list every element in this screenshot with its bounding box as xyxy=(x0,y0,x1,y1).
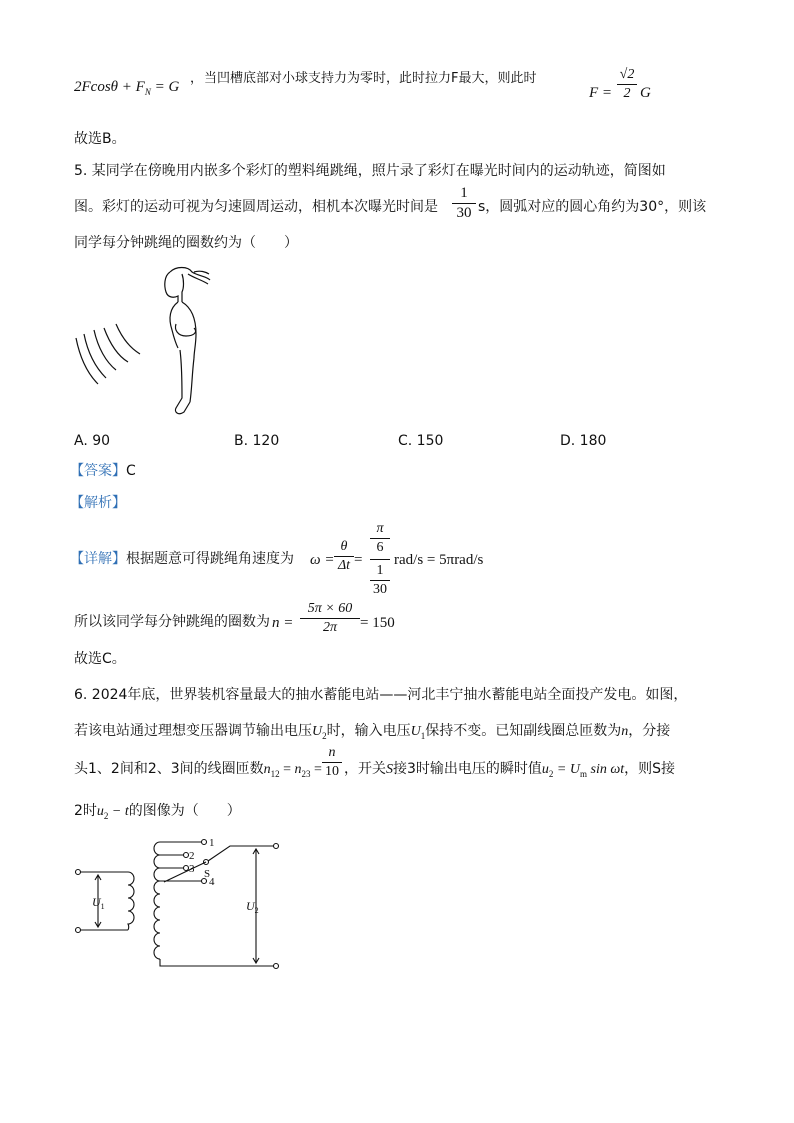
formula-separator: ， xyxy=(190,71,204,86)
leg-back xyxy=(190,358,194,402)
primary-coil xyxy=(128,872,134,930)
q6-line2-a: 若该电站通过理想变压器调节输出电压 xyxy=(74,723,312,739)
detail-text: 根据题意可得跳绳角速度为 xyxy=(126,551,294,567)
omega-lhs: ω = xyxy=(310,552,335,568)
output-terminal-bottom xyxy=(274,964,279,969)
S-symbol: S xyxy=(386,762,393,777)
secondary-coil xyxy=(154,842,160,959)
jump-rope-figure xyxy=(70,262,230,422)
u2t-symbol: u xyxy=(96,804,104,819)
switch-label: S xyxy=(204,868,211,880)
U2-sub: 2 xyxy=(322,730,327,741)
result-lhs: F = xyxy=(589,85,613,101)
q6-line2-d: ，分接 xyxy=(628,723,671,739)
q5-stem-line3: 同学每分钟跳绳的圈数约为（ ） xyxy=(74,235,298,251)
u2-eq: = U xyxy=(553,762,580,777)
U2-label: $U_2$ xyxy=(246,899,259,915)
light-arc-5 xyxy=(116,324,140,354)
primary-terminal-bottom xyxy=(76,928,81,933)
q6-line3-c: 接3时输出电压的瞬时值 xyxy=(393,761,542,777)
leg-front xyxy=(175,350,190,414)
head-back xyxy=(182,274,184,302)
n-lhs: n = xyxy=(272,615,294,631)
q5-stem-line2: 图。彩灯的运动可视为匀速圆周运动，相机本次曝光时间是 xyxy=(74,199,438,215)
q6-line4-a: 2时 xyxy=(74,803,97,819)
n-symbol: n xyxy=(621,724,629,739)
exposure-fraction xyxy=(452,186,476,221)
result-denominator: 2 xyxy=(623,86,631,101)
analysis-tag: 【解析】 xyxy=(70,495,126,511)
delta-t: Δt xyxy=(337,558,351,573)
q6-stem-line2 xyxy=(74,724,670,741)
n23-sub: 23 xyxy=(301,768,311,779)
q6-line2-b: 时，输入电压 xyxy=(326,723,411,739)
q5-option-c[interactable]: C. 150 xyxy=(398,433,444,449)
u2-sub: 2 xyxy=(548,768,554,779)
tap-1-terminal xyxy=(202,840,207,845)
turns-text: 所以该同学每分钟跳绳的圈数为 xyxy=(74,614,270,630)
detail-line xyxy=(70,552,294,566)
n12-sub: 12 xyxy=(270,768,280,779)
q5-stem-line1: 5. 某同学在傍晚用内嵌多个彩灯的塑料绳跳绳，照片录了彩灯在曝光时间内的运动轨迹，简图如 xyxy=(74,163,666,179)
answer-tag: 【答案】 xyxy=(70,463,126,479)
one: 1 xyxy=(376,563,384,578)
result-fraction xyxy=(617,68,637,101)
formula-lhs: 2Fcosθ + F xyxy=(74,79,145,95)
light-arc-4 xyxy=(104,328,128,362)
q6-stem-line1: 6. 2024年底，世界装机容量最大的抽水蓄能电站——河北丰宁抽水蓄能电站全面投产发电。如图， xyxy=(74,687,688,703)
turns-result: = 150 xyxy=(360,615,395,631)
turns-numerator: 5π × 60 xyxy=(307,601,353,616)
formula-rhs: = G xyxy=(150,79,180,95)
theta-over-dt xyxy=(334,540,354,573)
q5-option-d[interactable]: D. 180 xyxy=(560,433,607,449)
q5-conclusion: 故选C。 xyxy=(74,651,126,667)
equals-sign: = xyxy=(354,552,363,568)
q6-line3-b: ，开关 xyxy=(344,761,386,777)
tap-3-terminal xyxy=(184,866,189,871)
nested-fraction xyxy=(370,522,390,597)
detail-tag: 【详解】 xyxy=(70,551,126,567)
n12-symbol: n xyxy=(263,762,271,777)
frac-10: 10 xyxy=(325,764,339,779)
theta: θ xyxy=(340,539,348,554)
U1-symbol: U xyxy=(410,724,421,739)
light-arc-2 xyxy=(84,334,106,378)
U2-symbol: U xyxy=(312,724,323,739)
n23-symbol: n xyxy=(294,762,302,777)
head-outline xyxy=(165,272,178,302)
q6-line3-a: 头1、2间和2、3间的线圈匝数 xyxy=(74,761,264,777)
exposure-denominator: 30 xyxy=(456,205,472,221)
tap-2-terminal xyxy=(184,853,189,858)
U1-label: $U_1$ xyxy=(92,895,105,911)
turns-fraction xyxy=(300,602,360,635)
primary-terminal-top xyxy=(76,870,81,875)
q6-stem-line4 xyxy=(74,804,241,821)
thirty: 30 xyxy=(373,582,387,597)
answer-value: C xyxy=(126,463,136,479)
primary-leads xyxy=(80,872,128,930)
tap-4-label: 4 xyxy=(209,876,215,888)
arm xyxy=(175,324,195,336)
tap-2-label: 2 xyxy=(189,850,195,862)
previous-conclusion: 故选B。 xyxy=(74,131,126,147)
secondary-taps xyxy=(160,842,276,966)
n-over-10 xyxy=(322,746,342,779)
switch-pivot[interactable] xyxy=(204,860,209,865)
force-balance-formula xyxy=(74,80,179,97)
output-terminal-top xyxy=(274,844,279,849)
q6-stem-line3-tail xyxy=(344,762,675,779)
tap-3-label: 3 xyxy=(189,863,195,875)
result-numerator: √2 xyxy=(619,67,635,82)
q5-stem-line2-tail: s，圆弧对应的圆心角约为30°，则该 xyxy=(478,199,707,215)
turns-denominator: 2π xyxy=(322,620,337,635)
max-force-statement: 当凹槽底部对小球支持力为零时，此时拉力F最大，则此时 xyxy=(204,71,537,86)
exposure-numerator: 1 xyxy=(460,185,468,201)
u2t-sub: 2 xyxy=(103,810,109,821)
result-G: G xyxy=(640,85,651,101)
six: 6 xyxy=(376,540,384,555)
answer-line xyxy=(70,464,136,478)
transformer-circuit xyxy=(66,830,296,980)
u2-symbol: u xyxy=(541,762,549,777)
U1-sub: 1 xyxy=(420,730,426,741)
hair-lines xyxy=(170,268,210,285)
q6-stem-line3 xyxy=(74,762,322,779)
u2-tail: sin ωt xyxy=(587,762,625,777)
light-arc-3 xyxy=(94,330,116,370)
frac-n: n xyxy=(328,745,336,760)
q6-line2-c: 保持不变。已知副线圈总匝数为 xyxy=(425,723,622,739)
q6-line4-b: 的图像为（ ） xyxy=(128,803,241,819)
omega-result: rad/s = 5πrad/s xyxy=(394,552,484,568)
q5-option-b[interactable]: B. 120 xyxy=(234,433,280,449)
q5-option-a[interactable]: A. 90 xyxy=(74,433,111,449)
q6-line3-d: ，则S接 xyxy=(624,761,676,777)
switch-output-lead xyxy=(208,846,276,861)
torso-front xyxy=(170,302,178,348)
switch-blade[interactable] xyxy=(164,862,206,882)
eq2: = xyxy=(310,762,322,777)
pi: π xyxy=(376,521,384,536)
Um-sub: m xyxy=(579,768,587,779)
formula-sub: N xyxy=(144,87,151,97)
tap-1-label: 1 xyxy=(209,837,215,849)
torso-back xyxy=(182,302,196,358)
u2t-tail: − t xyxy=(108,804,129,819)
eq1: = xyxy=(279,762,295,777)
